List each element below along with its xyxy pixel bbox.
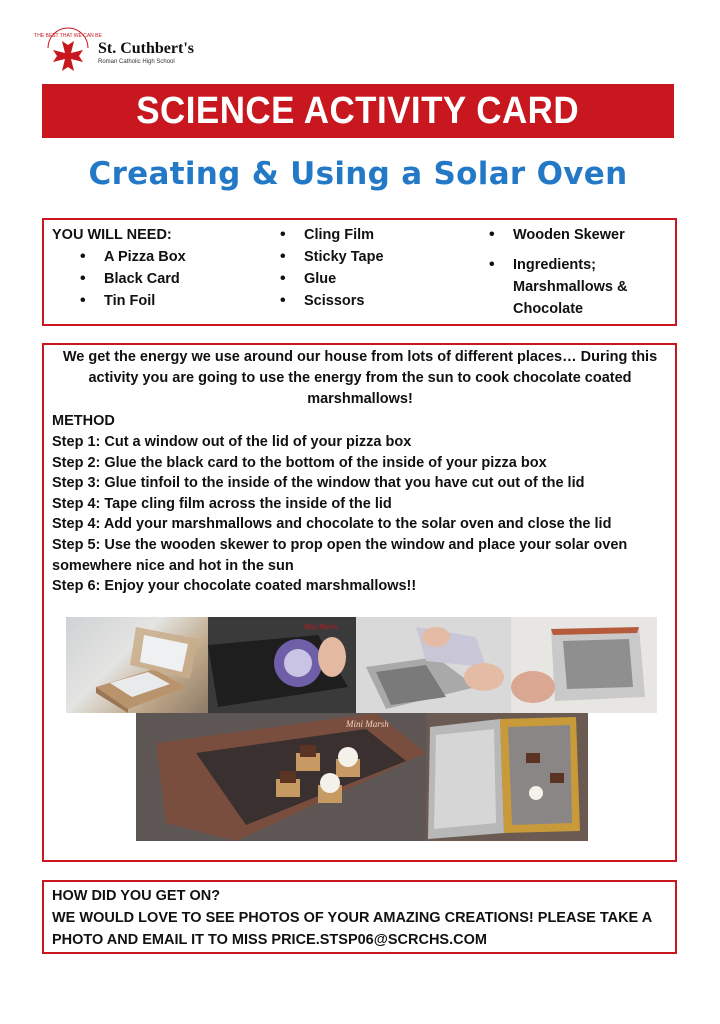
materials-title: YOU WILL NEED:	[52, 227, 172, 243]
intro-text: We get the energy we use around our house from lots of different places… During this activity you are going to use the energy from the sun to cook chocolate coated marshmallows!	[62, 349, 658, 407]
list-item: • Tin Foil	[52, 290, 252, 312]
feedback-box	[42, 880, 677, 954]
step-item: Step 1: Cut a window out of the lid of your pizza box	[52, 434, 412, 450]
photo-tin-foil	[356, 617, 511, 713]
feedback-request: WE WOULD LOVE TO SEE PHOTOS OF YOUR AMAZING CREATIONS! PLEASE TAKE A PHOTO AND EMAIL IT TO MISS PRICE.STSP06@SCRCHS.COM	[52, 910, 652, 948]
photo-pizza-box-window	[66, 617, 208, 713]
method-title: METHOD	[52, 413, 115, 429]
list-item: • Wooden Skewer	[487, 224, 672, 246]
photo-cling-film	[511, 617, 657, 713]
list-item: • Black Card	[52, 268, 252, 290]
step-item: Step 4: Tape cling film across the inside of the lid	[52, 495, 392, 512]
box-print-label: Mini Marsh	[346, 719, 389, 729]
materials-box	[42, 218, 677, 326]
page-title: SCIENCE ACTIVITY CARD	[136, 89, 580, 132]
school-logo	[34, 28, 202, 76]
list-item: • Ingredients; Marshmallows & Chocolate	[487, 254, 672, 320]
list-item: • Sticky Tape	[278, 246, 478, 268]
materials-column-3	[487, 224, 672, 320]
school-subtitle: Roman Catholic High School	[98, 59, 175, 65]
step-item: Step 3: Glue tinfoil to the inside of the window that you have cut out of the lid	[52, 475, 585, 492]
logo-motto: THE BEST THAT WE CAN BE	[34, 33, 102, 39]
box-print-label: Mini Marsh	[304, 623, 338, 631]
maltese-cross-icon	[34, 28, 102, 76]
list-item: • A Pizza Box	[52, 246, 252, 268]
photo-solar-oven	[426, 713, 588, 841]
step-item: Step 5: Use the wooden skewer to prop open the window and place your solar oven somewhere nice and hot in the sun	[52, 536, 628, 574]
photo-marshmallows	[136, 713, 426, 841]
materials-column-2	[278, 224, 478, 312]
list-item: • Glue	[278, 268, 478, 290]
feedback-question: HOW DID YOU GET ON?	[52, 888, 221, 904]
school-name: St. Cuthbert's	[98, 40, 195, 57]
step-item: Step 6: Enjoy your chocolate coated marshmallows!!	[52, 578, 417, 595]
photo-black-card	[208, 617, 356, 713]
step-item: Step 4: Add your marshmallows and chocolate to the solar oven and close the lid	[52, 516, 612, 533]
materials-column-1	[52, 224, 252, 312]
step-item: Step 2: Glue the black card to the bottom of the inside of your pizza box	[52, 454, 547, 471]
activity-subtitle: Creating & Using a Solar Oven	[88, 156, 628, 192]
method-box	[42, 343, 677, 862]
feedback-text	[52, 885, 667, 951]
steps-list	[52, 432, 667, 597]
title-banner	[42, 84, 674, 138]
list-item: • Cling Film	[278, 224, 478, 246]
list-item: • Scissors	[278, 290, 478, 312]
